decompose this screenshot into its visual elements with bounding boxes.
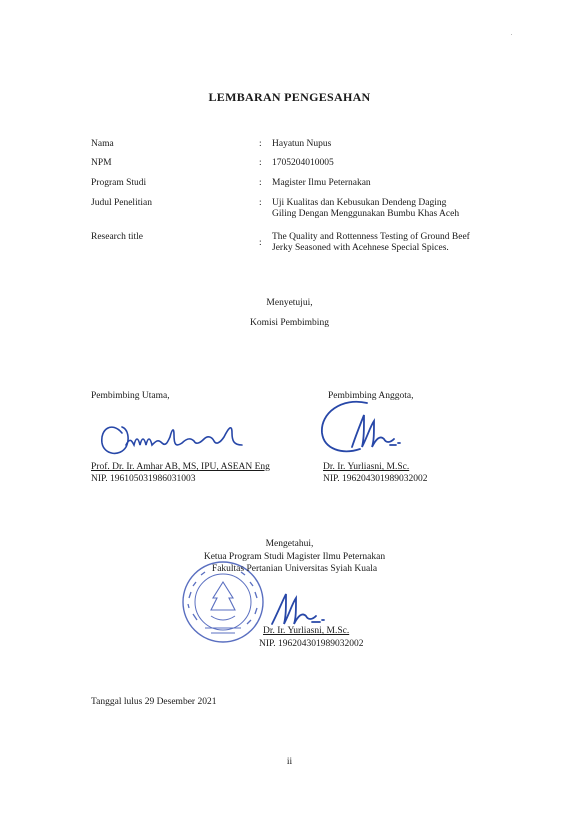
supervisor-main-role: Pembimbing Utama, bbox=[91, 391, 170, 401]
field-value-line2: Jerky Seasoned with Acehnese Special Spices. bbox=[272, 243, 449, 253]
field-label: Program Studi bbox=[91, 178, 147, 188]
scan-speck bbox=[511, 34, 512, 35]
supervisor-member-name: Dr. Ir. Yurliasni, M.Sc. bbox=[323, 462, 410, 472]
field-colon: : bbox=[259, 158, 262, 168]
approval-line1: Menyetujui, bbox=[266, 298, 313, 308]
field-colon: : bbox=[259, 139, 262, 149]
ack-line1: Mengetahui, bbox=[265, 539, 314, 549]
graduation-date: Tanggal lulus 29 Desember 2021 bbox=[91, 697, 217, 707]
signature-member-icon bbox=[312, 395, 412, 465]
ack-line2: Ketua Program Studi Magister Ilmu Peternakan bbox=[203, 552, 386, 562]
signature-ack-icon bbox=[268, 590, 328, 630]
field-value: Hayatun Nupus bbox=[272, 139, 332, 149]
field-colon: : bbox=[259, 198, 262, 208]
ack-name: Dr. Ir. Yurliasni, M.Sc. bbox=[263, 626, 350, 636]
ack-line3: Fakultas Pertanian Universitas Syiah Kuala bbox=[211, 564, 378, 574]
field-label: Judul Penelitian bbox=[91, 198, 152, 208]
field-colon: : bbox=[259, 238, 262, 248]
field-value-line1: The Quality and Rottenness Testing of Ground Beef bbox=[272, 232, 470, 242]
signature-main-icon bbox=[92, 415, 252, 465]
field-value: 1705204010005 bbox=[272, 158, 334, 168]
field-label: Nama bbox=[91, 139, 114, 149]
field-value-line2: Giling Dengan Menggunakan Bumbu Khas Aceh bbox=[272, 209, 460, 219]
field-label: NPM bbox=[91, 158, 112, 168]
supervisor-member-role: Pembimbing Anggota, bbox=[328, 391, 414, 401]
page-number: ii bbox=[286, 757, 293, 767]
ack-nip: NIP. 196204301989032002 bbox=[259, 639, 364, 649]
supervisor-main-name: Prof. Dr. Ir. Amhar AB, MS, IPU, ASEAN Eng bbox=[91, 462, 270, 472]
approval-line2: Komisi Pembimbing bbox=[250, 318, 329, 328]
field-colon: : bbox=[259, 178, 262, 188]
field-label: Research title bbox=[91, 232, 143, 242]
supervisor-member-nip: NIP. 196204301989032002 bbox=[323, 474, 428, 484]
page-title: LEMBARAN PENGESAHAN bbox=[208, 90, 371, 104]
field-value-line1: Uji Kualitas dan Kebusukan Dendeng Daging bbox=[272, 198, 447, 208]
field-value: Magister Ilmu Peternakan bbox=[272, 178, 371, 188]
supervisor-main-nip: NIP. 196105031986031003 bbox=[91, 474, 196, 484]
